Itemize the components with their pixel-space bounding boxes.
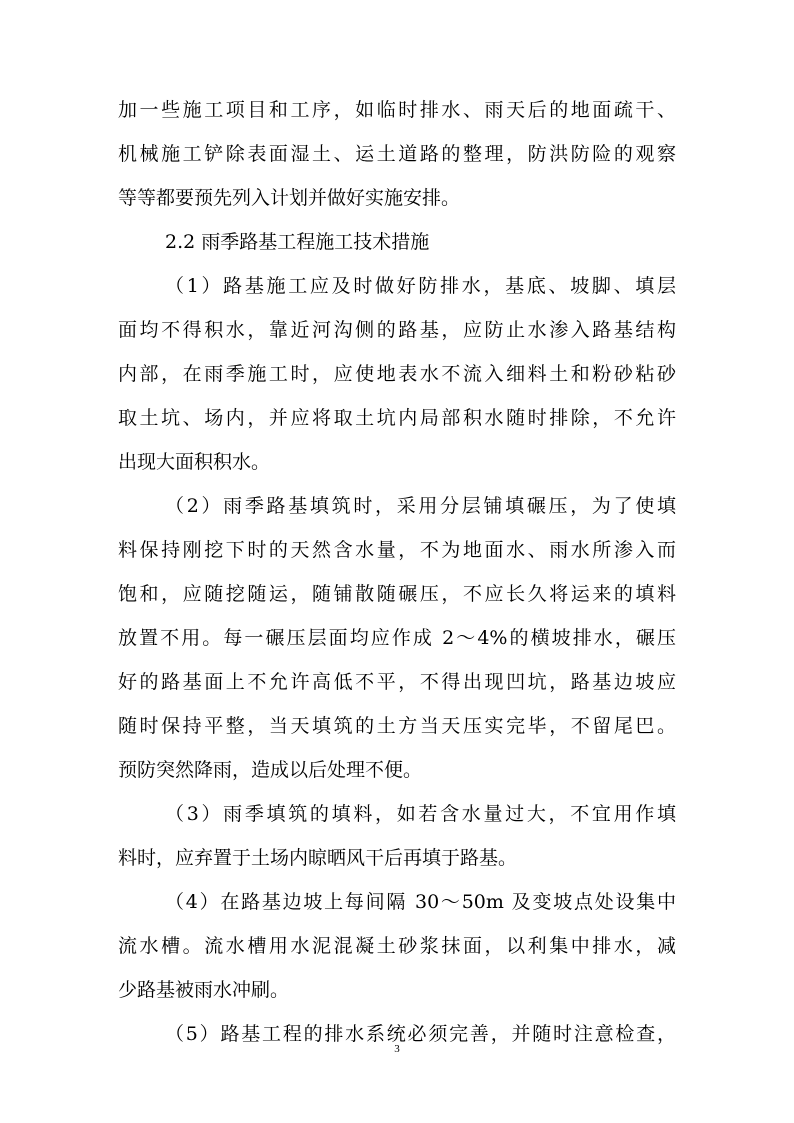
body-text-line: 饱和，应随挖随运，随铺散随碾压，不应长久将运来的填料 — [118, 583, 676, 605]
body-text-line: 预防突然降雨，造成以后处理不便。 — [118, 759, 423, 781]
body-text-line: 随时保持平整，当天填筑的土方当天压实完毕，不留尾巴。 — [118, 715, 676, 737]
body-text-line: （2）雨季路基填筑时，采用分层铺填碾压，为了使填 — [165, 495, 676, 517]
body-text-line: （4）在路基边坡上每间隔 30～50m 及变坡点处设集中 — [165, 891, 676, 913]
body-text-line: 加一些施工项目和工序，如临时排水、雨天后的地面疏干、 — [118, 99, 676, 121]
body-text-line: 出现大面积积水。 — [118, 451, 271, 473]
section-heading: 2.2 雨季路基工程施工技术措施 — [165, 231, 430, 253]
body-text-line: 放置不用。每一碾压层面均应作成 2～4%的横坡排水，碾压 — [118, 627, 676, 649]
body-text-line: （5）路基工程的排水系统必须完善，并随时注意检查， — [165, 1023, 676, 1045]
body-text-line: 料时，应弃置于土场内晾晒风干后再填于路基。 — [118, 847, 518, 869]
body-text-line: 面均不得积水，靠近河沟侧的路基，应防止水渗入路基结构 — [118, 319, 676, 341]
body-text-line: （3）雨季填筑的填料，如若含水量过大，不宜用作填 — [165, 803, 676, 825]
body-text-line: 流水槽。流水槽用水泥混凝土砂浆抹面，以利集中排水，减 — [118, 935, 676, 957]
body-text-line: 料保持刚挖下时的天然含水量，不为地面水、雨水所渗入而 — [118, 539, 676, 561]
body-text-line: 少路基被雨水冲刷。 — [118, 979, 290, 1001]
body-text-line: 内部，在雨季施工时，应使地表水不流入细料土和粉砂粘砂 — [118, 363, 676, 385]
body-text-line: 好的路基面上不允许高低不平，不得出现凹坑，路基边坡应 — [118, 671, 676, 693]
body-text-line: 取土坑、场内，并应将取土坑内局部积水随时排除，不允许 — [118, 407, 676, 429]
page-number: 3 — [394, 1043, 400, 1055]
body-text-line: （1）路基施工应及时做好防排水，基底、坡脚、填层 — [165, 275, 676, 297]
body-text-line: 机械施工铲除表面湿土、运土道路的整理，防洪防险的观察 — [118, 143, 676, 165]
body-text-line: 等等都要预先列入计划并做好实施安排。 — [118, 187, 461, 209]
